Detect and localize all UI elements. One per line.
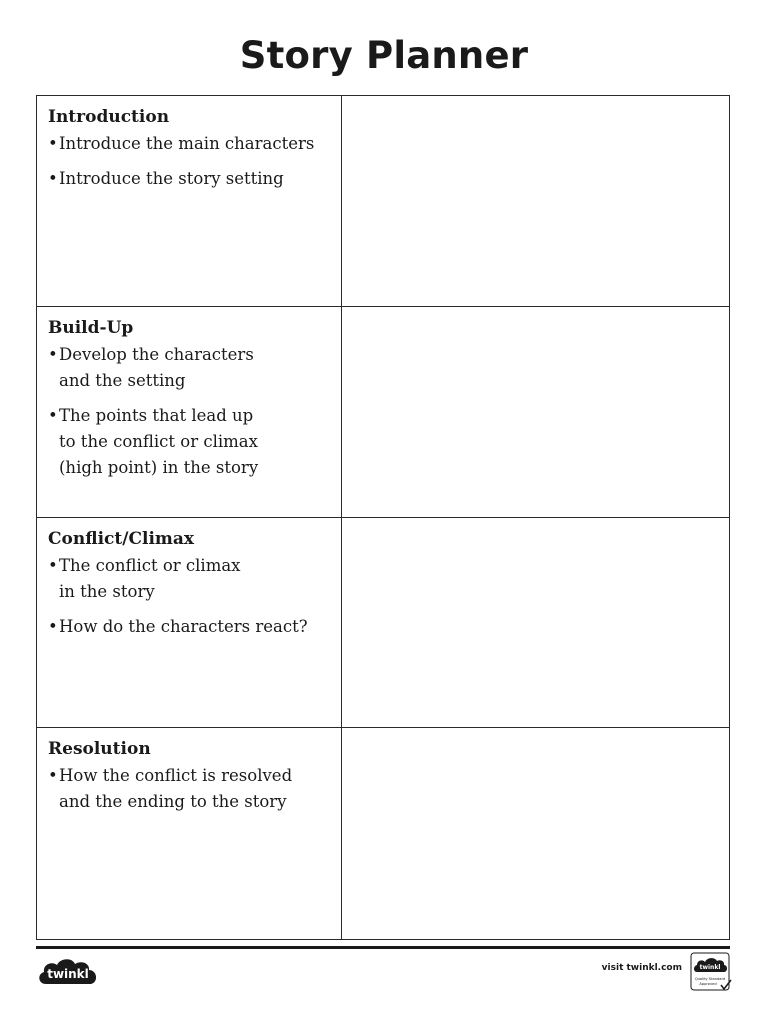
bullet-point xyxy=(48,342,331,394)
bullet-point xyxy=(48,553,331,605)
point-line: Introduce the story setting xyxy=(59,169,284,188)
bullet-icon: • xyxy=(48,344,58,364)
point-line: How do the characters react? xyxy=(59,616,308,636)
bullet-point xyxy=(48,763,331,815)
bullet-icon: • xyxy=(48,555,58,575)
bullet-point xyxy=(48,403,331,481)
bullet-point xyxy=(48,614,331,640)
writing-area-build-up[interactable] xyxy=(342,307,729,518)
bullet-icon: • xyxy=(48,134,58,153)
twinkl-logo-icon xyxy=(36,954,100,990)
point-line: How the conflict is resolved xyxy=(59,766,293,786)
bullet-icon: • xyxy=(48,405,58,425)
visit-website-link[interactable]: visit twinkl.com xyxy=(601,963,682,973)
badge-line-1: Quality Standard xyxy=(694,977,726,981)
section-conflict-climax xyxy=(37,518,342,729)
section-heading: Conflict/Climax xyxy=(48,528,195,549)
bullet-point xyxy=(48,131,331,157)
point-line: and the ending to the story xyxy=(59,792,287,812)
writing-area-introduction[interactable] xyxy=(342,96,729,307)
logo-text: twinkl xyxy=(47,967,89,981)
badge-brand-text: twinkl xyxy=(699,964,721,971)
bullet-icon: • xyxy=(48,169,58,188)
bullet-icon: • xyxy=(48,766,58,786)
badge-line-2: Approved xyxy=(699,982,717,986)
bullet-point xyxy=(48,166,331,192)
section-introduction xyxy=(37,96,342,307)
footer-divider xyxy=(36,946,730,949)
writing-area-conflict-climax[interactable] xyxy=(342,518,729,729)
section-heading: Introduction xyxy=(48,107,170,127)
point-line: and the setting xyxy=(59,370,186,390)
quality-standard-badge-icon xyxy=(690,952,732,992)
point-line: Introduce the main characters xyxy=(59,134,315,153)
section-build-up xyxy=(37,307,342,518)
page-title: Story Planner xyxy=(239,34,529,77)
point-line: The points that lead up xyxy=(59,405,254,425)
point-line: Develop the characters xyxy=(59,344,254,364)
point-line: to the conflict or climax xyxy=(59,431,258,451)
story-planner-table xyxy=(36,95,730,940)
section-heading: Build-Up xyxy=(48,317,134,338)
point-line: in the story xyxy=(59,581,155,601)
point-line: (high point) in the story xyxy=(59,457,259,477)
bullet-icon: • xyxy=(48,616,58,636)
section-resolution xyxy=(37,728,342,939)
writing-area-resolution[interactable] xyxy=(342,728,729,939)
point-line: The conflict or climax xyxy=(59,555,241,575)
section-heading: Resolution xyxy=(48,739,151,760)
